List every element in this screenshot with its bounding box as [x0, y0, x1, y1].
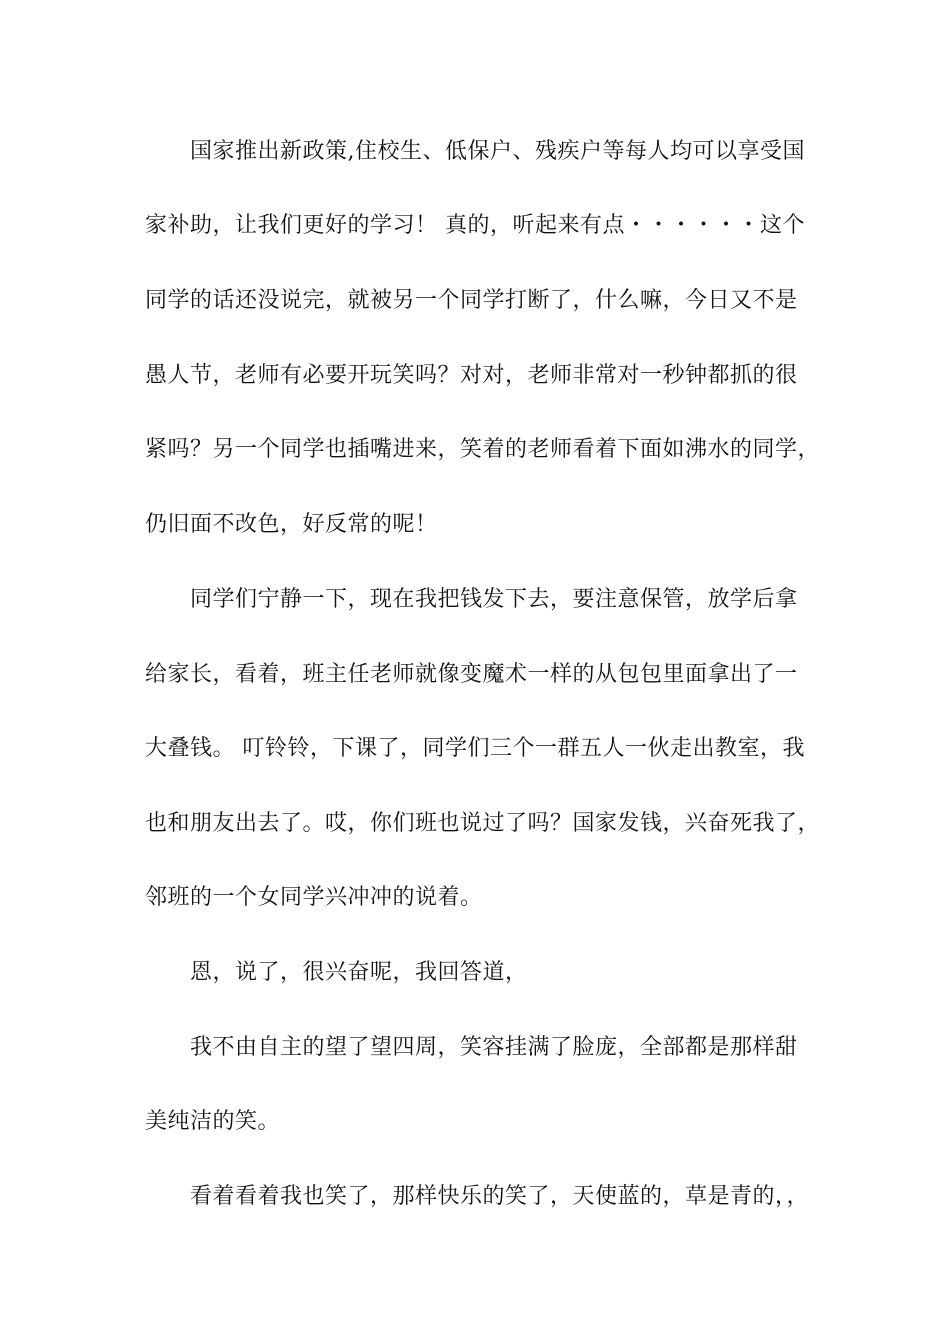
paragraph-line: 恩，说了，很兴奋呢，我回答道， — [190, 960, 528, 985]
paragraph-line: 给家长，看着，班主任老师就像变魔术一样的从包包里面拿出了一 — [145, 662, 798, 687]
paragraph-line: 我不由自主的望了望四周，笑容挂满了脸庞，全部都是那样甜 — [190, 1035, 798, 1060]
paragraph-line: 邻班的一个女同学兴冲冲的说着。 — [145, 885, 483, 910]
paragraph-line: 也和朋友出去了。哎，你们班也说过了吗？国家发钱，兴奋死我了， — [145, 811, 821, 836]
paragraph-line: 家补助，让我们更好的学习！ 真的，听起来有点・・・・・・这个 — [145, 213, 805, 238]
paragraph-line: 同学的话还没说完，就被另一个同学打断了，什么嘛，今日又不是 — [145, 288, 798, 313]
paragraph-line: 仍旧面不改色，好反常的呢！ — [145, 512, 438, 537]
paragraph-line: 国家推出新政策,住校生、低保户、残疾户等每人均可以享受国 — [190, 139, 805, 164]
paragraph-line: 同学们宁静一下，现在我把钱发下去，要注意保管，放学后拿 — [190, 587, 798, 612]
paragraph-line: 大叠钱。 叮铃铃，下课了，同学们三个一群五人一伙走出教室，我 — [145, 736, 805, 761]
paragraph-line: 看着看着我也笑了，那样快乐的笑了，天使蓝的，草是青的，， — [190, 1184, 810, 1209]
paragraph-line: 紧吗？另一个同学也插嘴进来，笑着的老师看着下面如沸水的同学， — [145, 437, 821, 462]
paragraph-line: 愚人节，老师有必要开玩笑吗？对对，老师非常对一秒钟都抓的很 — [145, 363, 798, 388]
paragraph-line: 美纯洁的笑。 — [145, 1109, 281, 1134]
